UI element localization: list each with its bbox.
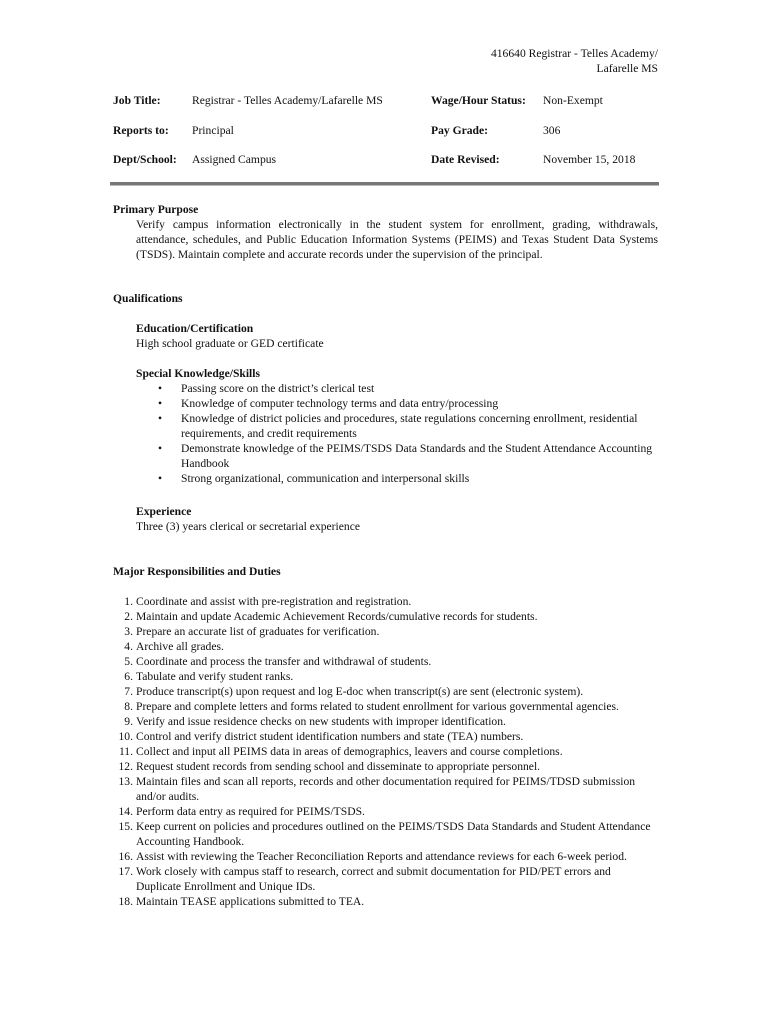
- duty-text: Maintain files and scan all reports, records and other documentation required for PEIMS/TDSD submission and/or audits.: [136, 775, 636, 803]
- duty-text: Keep current on policies and procedures outlined on the PEIMS/TSDS Data Standards and Student Attendance Accounting Handbook.: [136, 820, 651, 848]
- duty-item: 12. Request student records from sending school and disseminate to appropriate personnel.: [118, 760, 541, 773]
- meta-row-reports-to: [113, 123, 658, 139]
- duty-text: Maintain and update Academic Achievement Records/cumulative records for students.: [136, 610, 538, 623]
- pay-grade-value: 306: [543, 124, 561, 137]
- duty-text: Prepare and complete letters and forms related to student enrollment for various governmental agencies.: [136, 700, 619, 713]
- primary-purpose-heading: Primary Purpose: [113, 203, 199, 216]
- duty-item: 1. Coordinate and assist with pre-registration and registration.: [124, 595, 412, 608]
- job-title-label: Job Title:: [113, 94, 161, 107]
- experience-block: [136, 504, 658, 534]
- skills-heading: Special Knowledge/Skills: [136, 367, 261, 380]
- duty-item: 4. Archive all grades.: [124, 640, 224, 653]
- header-divider-shadow: [110, 185, 659, 186]
- date-revised-label: Date Revised:: [431, 153, 500, 166]
- meta-row-dept: [113, 152, 658, 168]
- skill-item: • Knowledge of district policies and procedures, state regulations concerning enrollment, residential requirements, and credit requirements: [136, 411, 658, 441]
- duty-text: Work closely with campus staff to research, correct and submit documentation for PID/PET errors and Duplicate Enrollment and Unique IDs.: [136, 865, 611, 893]
- duty-item: 14. Perform data entry as required for PEIMS/TSDS.: [118, 805, 365, 818]
- duty-text: Perform data entry as required for PEIMS/TSDS.: [136, 805, 365, 818]
- duty-text: Collect and input all PEIMS data in areas of demographics, leavers and course completions.: [136, 745, 563, 758]
- skills-list: [136, 381, 658, 486]
- duty-text: Verify and issue residence checks on new students with improper identification.: [136, 715, 506, 728]
- duty-item: 5. Coordinate and process the transfer and withdrawal of students.: [124, 655, 432, 668]
- duties-heading: Major Responsibilities and Duties: [113, 565, 281, 578]
- wage-status-label: Wage/Hour Status:: [431, 94, 526, 107]
- date-revised-value: November 15, 2018: [543, 153, 636, 166]
- reports-to-label: Reports to:: [113, 124, 169, 137]
- wage-status-value: Non-Exempt: [543, 94, 603, 107]
- duty-item: 17. Work closely with campus staff to research, correct and submit documentation for PID/PET errors and Duplicate Enrollment and Unique IDs.: [118, 865, 611, 893]
- duty-item: 7. Produce transcript(s) upon request and log E-doc when transcript(s) are sent (electronic system).: [124, 685, 584, 698]
- duty-item: 13. Maintain files and scan all reports, records and other documentation required for PEIMS/TDSD submission and/or audits.: [118, 775, 636, 803]
- duty-item: 15. Keep current on policies and procedures outlined on the PEIMS/TSDS Data Standards and Student Attendance Accounting Handbook.: [118, 820, 651, 848]
- document-id-line-1: 416640 Registrar - Telles Academy/: [490, 47, 658, 60]
- duty-text: Produce transcript(s) upon request and log E-doc when transcript(s) are sent (electronic system).: [136, 685, 584, 698]
- qualifications-heading: Qualifications: [113, 292, 183, 305]
- job-title-value: Registrar - Telles Academy/Lafarelle MS: [192, 94, 383, 107]
- duty-item: 11. Collect and input all PEIMS data in areas of demographics, leavers and course completions.: [118, 745, 563, 758]
- pay-grade-label: Pay Grade:: [431, 124, 488, 137]
- duty-item: 10. Control and verify district student identification numbers and state (TEA) numbers.: [118, 730, 524, 743]
- duty-text: Request student records from sending school and disseminate to appropriate personnel.: [136, 760, 541, 773]
- primary-purpose-text: Verify campus information electronically in the student system for enrollment, grading, withdrawals, attendance, schedules, and Public Education Information Systems (PEIMS) and Texas Student Data Systems (TSDS). Maintain complete and accurate records under the supervision of the principal.: [136, 218, 658, 261]
- experience-text: Three (3) years clerical or secretarial experience: [136, 520, 360, 533]
- duty-item: 9. Verify and issue residence checks on new students with improper identification.: [124, 715, 506, 728]
- dept-school-label: Dept/School:: [113, 153, 177, 166]
- experience-heading: Experience: [136, 505, 192, 518]
- duty-text: Coordinate and assist with pre-registration and registration.: [136, 595, 412, 608]
- skills-block: [136, 366, 658, 486]
- duty-item: 6. Tabulate and verify student ranks.: [124, 670, 294, 683]
- education-text: High school graduate or GED certificate: [136, 337, 324, 350]
- duties-list: [113, 594, 658, 909]
- skill-item: • Passing score on the district’s clerical test: [136, 381, 658, 396]
- duty-text: Maintain TEASE applications submitted to TEA.: [136, 895, 365, 908]
- duty-text: Control and verify district student identification numbers and state (TEA) numbers.: [136, 730, 524, 743]
- duty-item: 16. Assist with reviewing the Teacher Reconciliation Reports and attendance reviews for each 6-week period.: [118, 850, 627, 863]
- reports-to-value: Principal: [192, 124, 234, 137]
- duty-item: 8. Prepare and complete letters and forms related to student enrollment for various governmental agencies.: [124, 700, 619, 713]
- duty-item: 2. Maintain and update Academic Achievement Records/cumulative records for students.: [124, 610, 538, 623]
- duty-text: Archive all grades.: [136, 640, 224, 653]
- skill-item: • Strong organizational, communication and interpersonal skills: [136, 471, 658, 486]
- skill-item: • Knowledge of computer technology terms and data entry/processing: [136, 396, 658, 411]
- duty-text: Assist with reviewing the Teacher Reconciliation Reports and attendance reviews for each 6-week period.: [136, 850, 627, 863]
- meta-row-job-title: [113, 93, 658, 109]
- duty-text: Tabulate and verify student ranks.: [136, 670, 294, 683]
- education-block: [136, 321, 658, 351]
- duty-item: 3. Prepare an accurate list of graduates for verification.: [124, 625, 380, 638]
- education-heading: Education/Certification: [136, 322, 254, 335]
- dept-school-value: Assigned Campus: [192, 153, 277, 166]
- document-id: [491, 46, 658, 76]
- duty-text: Prepare an accurate list of graduates for verification.: [136, 625, 380, 638]
- skill-item: • Demonstrate knowledge of the PEIMS/TSDS Data Standards and the Student Attendance Accounting Handbook: [136, 441, 658, 471]
- duty-item: 18. Maintain TEASE applications submitted to TEA.: [118, 895, 365, 908]
- duty-text: Coordinate and process the transfer and withdrawal of students.: [136, 655, 432, 668]
- document-id-line-2: Lafarelle MS: [596, 62, 658, 75]
